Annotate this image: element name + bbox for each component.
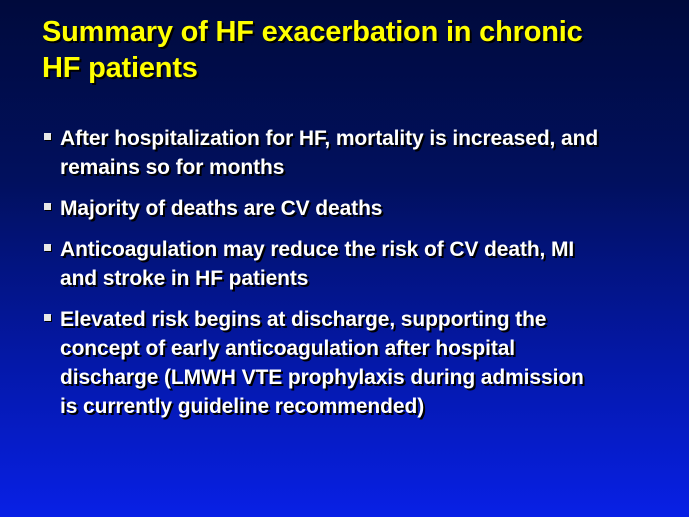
- slide-title: [42, 14, 662, 86]
- bullet-text-line: After hospitalization for HF, mortality is increased, and: [60, 127, 599, 150]
- bullet-text-line: Majority of deaths are CV deaths: [60, 197, 383, 220]
- bullet-text-line: is currently guideline recommended): [60, 395, 425, 418]
- bullet-list: [44, 124, 664, 433]
- bullet-item: [44, 194, 664, 223]
- slide-title-line: Summary of HF exacerbation in chronic: [42, 16, 583, 48]
- bullet-item: [44, 305, 664, 421]
- bullet-item: [44, 124, 664, 182]
- bullet-text-line: and stroke in HF patients: [60, 267, 309, 290]
- square-bullet-icon: [44, 314, 51, 321]
- slide-title-line: HF patients: [42, 52, 198, 84]
- bullet-text-line: remains so for months: [60, 156, 285, 179]
- bullet-text-line: Elevated risk begins at discharge, supporting the: [60, 308, 547, 331]
- bullet-text-line: Anticoagulation may reduce the risk of CV death, MI: [60, 238, 575, 261]
- square-bullet-icon: [44, 133, 51, 140]
- bullet-item: [44, 235, 664, 293]
- square-bullet-icon: [44, 244, 51, 251]
- square-bullet-icon: [44, 203, 51, 210]
- bullet-text-line: discharge (LMWH VTE prophylaxis during admission: [60, 366, 584, 389]
- bullet-text-line: concept of early anticoagulation after hospital: [60, 337, 516, 360]
